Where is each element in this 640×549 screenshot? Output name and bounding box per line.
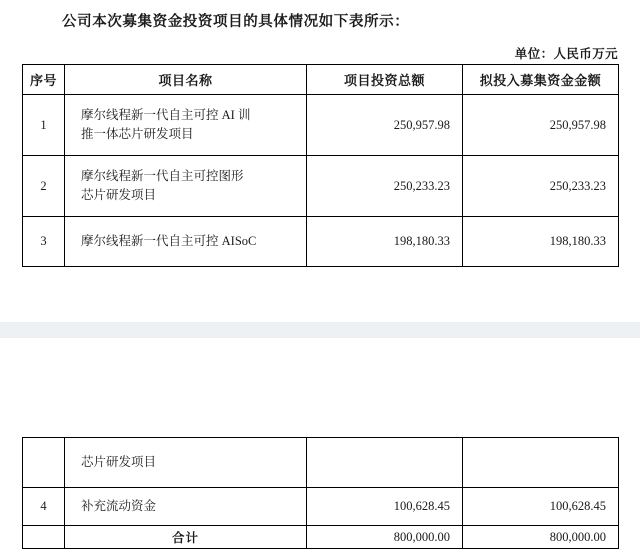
project-name-line-1: 摩尔线程新一代自主可控图形 [81,168,244,183]
fundraising-projects-table-bottom [22,437,619,549]
project-name-line-2: 推一体芯片研发项目 [81,127,194,141]
cell-raised-funds: 198,180.33 [463,217,619,267]
cell-total-label: 合计 [65,526,307,549]
table-row [23,488,619,526]
cell-project-name [65,156,307,217]
cell-raised-funds: 250,233.23 [463,156,619,217]
table-row [23,217,619,267]
cell-total-investment: 250,233.23 [307,156,463,217]
column-header-total-investment: 项目投资总额 [307,65,463,95]
cell-index [23,438,65,488]
column-header-index: 序号 [23,65,65,95]
cell-total-investment: 100,628.45 [307,488,463,526]
cell-raised-funds: 250,957.98 [463,95,619,156]
table-row [23,438,619,488]
project-name-line-2: 芯片研发项目 [81,188,157,202]
page-break-band [0,322,640,338]
cell-project-name [65,95,307,156]
cell-total-investment: 250,957.98 [307,95,463,156]
table-row [23,95,619,156]
cell-total-investment [307,438,463,488]
cell-project-name: 芯片研发项目 [65,438,307,488]
page-break-gap [0,338,640,436]
cell-index: 2 [23,156,65,217]
cell-raised-funds-sum: 800,000.00 [463,526,619,549]
intro-paragraph: 公司本次募集资金投资项目的具体情况如下表所示： [62,14,410,30]
cell-raised-funds: 100,628.45 [463,488,619,526]
column-header-project-name: 项目名称 [65,65,307,95]
unit-note: 单位：人民币万元 [514,47,618,61]
column-header-raised-funds: 拟投入募集资金金额 [463,65,619,95]
project-name-line-1: 摩尔线程新一代自主可控 AISoC [81,233,257,248]
project-name-line-1: 摩尔线程新一代自主可控 AI 训 [81,107,251,122]
cell-raised-funds [463,438,619,488]
cell-total-investment: 198,180.33 [307,217,463,267]
cell-index-empty [23,526,65,549]
cell-total-investment-sum: 800,000.00 [307,526,463,549]
table-header-row [23,65,619,95]
cell-index: 1 [23,95,65,156]
cell-index: 3 [23,217,65,267]
table-row [23,156,619,217]
cell-project-name [65,217,307,267]
cell-index: 4 [23,488,65,526]
table-total-row [23,526,619,549]
fundraising-projects-table-top [22,64,619,267]
cell-project-name: 补充流动资金 [65,488,307,526]
